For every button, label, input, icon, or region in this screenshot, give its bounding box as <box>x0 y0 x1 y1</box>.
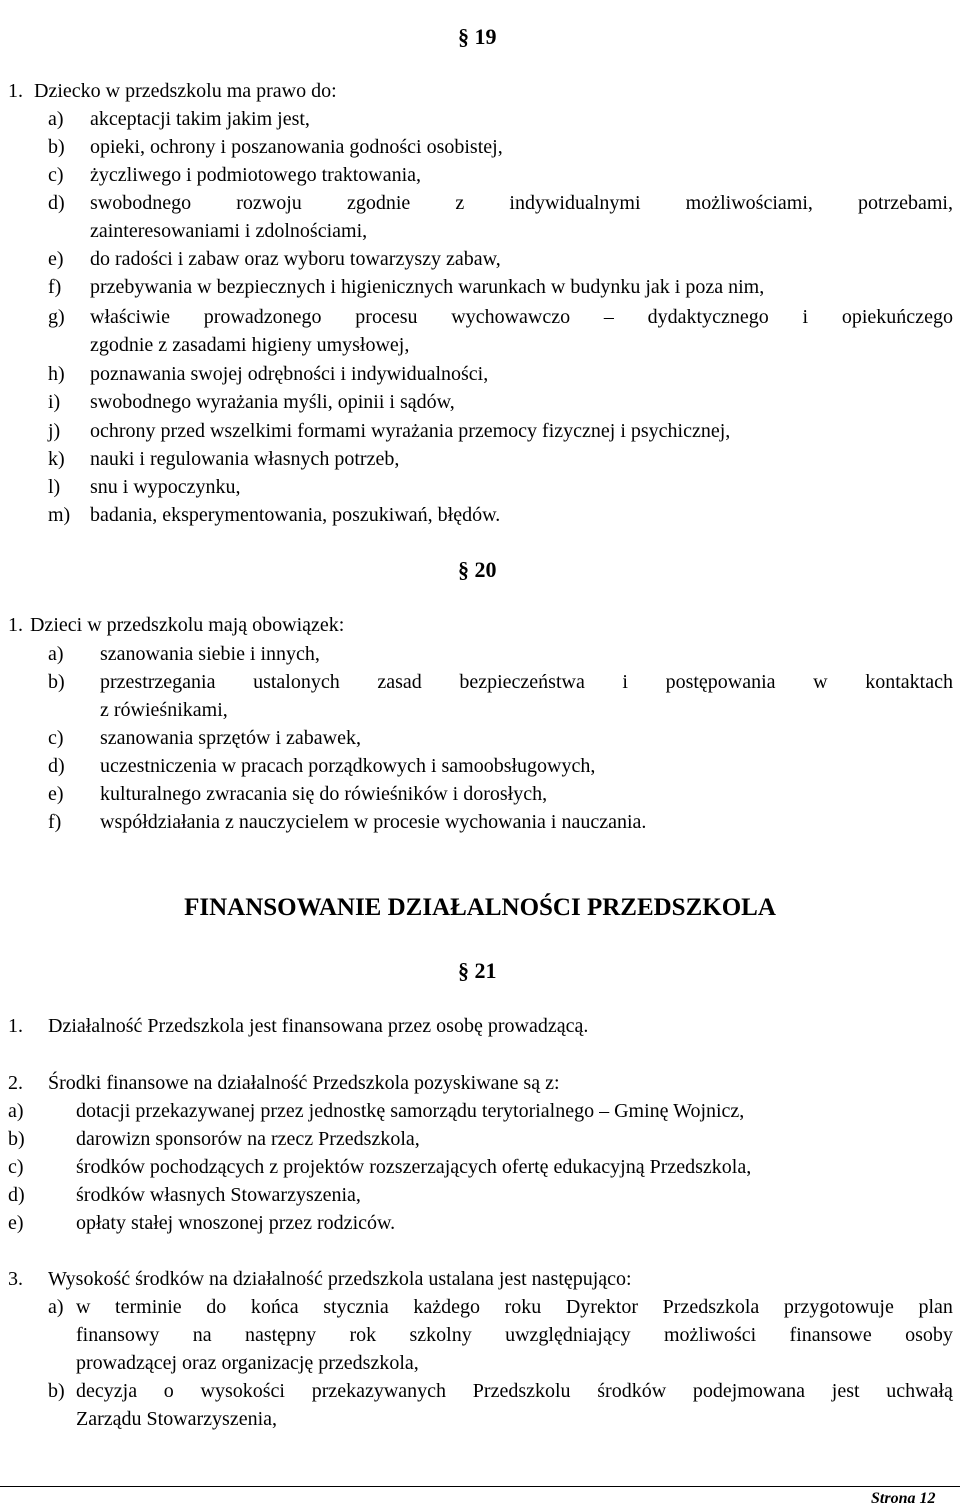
list-item: życzliwego i podmiotowego traktowania, <box>90 164 422 186</box>
list-item: przebywania w bezpiecznych i higienicznych warunkach w budynku jak i poza nim, <box>90 276 765 298</box>
list-label: l) <box>48 476 61 498</box>
word: z <box>455 192 465 214</box>
list-item: współdziałania z nauczycielem w procesie wychowania i nauczania. <box>100 811 647 833</box>
footer-rule <box>0 1486 960 1487</box>
list-label: k) <box>48 448 65 470</box>
list-label: a) <box>48 108 64 130</box>
word: końca <box>250 1296 299 1318</box>
list-item-continuation: Zarządu Stowarzyszenia, <box>76 1408 278 1430</box>
list-label: m) <box>48 504 71 526</box>
paragraph-mark-19: § 19 <box>458 24 497 49</box>
list-label: d) <box>8 1184 25 1206</box>
word: – <box>603 306 614 328</box>
section-heading: FINANSOWANIE DZIAŁALNOŚCI PRZEDSZKOLA <box>184 894 776 921</box>
list-item: środków własnych Stowarzyszenia, <box>76 1184 361 1206</box>
sec21-p3-number: 3. <box>8 1268 23 1290</box>
list-label: j) <box>48 420 61 442</box>
list-item: ochrony przed wszelkimi formami wyrażania przemocy fizycznej i psychicznej, <box>90 420 731 442</box>
list-item-justified <box>76 1379 953 1403</box>
list-label: b) <box>48 136 65 158</box>
word: dydaktycznego <box>647 306 769 328</box>
list-label: b) <box>8 1128 25 1150</box>
word: szkolny <box>409 1324 472 1346</box>
word: finansowe <box>789 1324 872 1346</box>
list-item: swobodnego wyrażania myśli, opinii i sądów, <box>90 391 455 413</box>
word: bezpieczeństwa <box>459 671 585 693</box>
list-label: h) <box>48 363 65 385</box>
list-item-continuation: zgodnie z zasadami higieny umysłowej, <box>90 334 410 356</box>
list-label: c) <box>48 164 64 186</box>
word: rozwoju <box>236 192 302 214</box>
list-label: e) <box>8 1212 24 1234</box>
list-item-continuation: zainteresowaniami i zdolnościami, <box>90 220 368 242</box>
word: uchwałą <box>886 1380 953 1402</box>
list-label: a) <box>8 1100 24 1122</box>
word: uwzględniający <box>505 1324 631 1346</box>
list-item: darowizn sponsorów na rzecz Przedszkola, <box>76 1128 420 1150</box>
list-item: snu i wypoczynku, <box>90 476 241 498</box>
word: terminie <box>115 1296 182 1318</box>
word: stycznia <box>323 1296 389 1318</box>
word: wychowawczo <box>451 306 571 328</box>
word: możliwości <box>663 1324 757 1346</box>
word: swobodnego <box>90 192 192 214</box>
list-label: g) <box>48 306 65 328</box>
list-item: dotacji przekazywanej przez jednostkę samorządu terytorialnego – Gminę Wojnicz, <box>76 1100 745 1122</box>
list-item: środków pochodzących z projektów rozszerzających ofertę edukacyjną Przedszkola, <box>76 1156 752 1178</box>
list-item-continuation: z rówieśnikami, <box>100 699 228 721</box>
word: do <box>206 1296 227 1318</box>
list-item: kulturalnego zwracania się do rówieśników i dorosłych, <box>100 783 548 805</box>
list-item-justified <box>90 191 953 215</box>
list-item-justified <box>76 1295 953 1319</box>
sec21-p2-number: 2. <box>8 1072 23 1094</box>
list-item: opieki, ochrony i poszanowania godności osobistej, <box>90 136 503 158</box>
word: postępowania <box>665 671 776 693</box>
word: Dyrektor <box>565 1296 639 1318</box>
word: indywidualnymi <box>509 192 641 214</box>
list-item: nauki i regulowania własnych potrzeb, <box>90 448 400 470</box>
word: zasad <box>377 671 422 693</box>
word: przygotowuje <box>783 1296 894 1318</box>
word: zgodnie <box>346 192 411 214</box>
list-label: d) <box>48 192 65 214</box>
word: o <box>163 1380 174 1402</box>
paragraph-mark-20: § 20 <box>458 557 497 582</box>
sec21-p1-text: Działalność Przedszkola jest finansowana przez osobę prowadzącą. <box>48 1015 589 1037</box>
word: możliwościami, <box>685 192 813 214</box>
page-number: Strona 12 <box>871 1490 936 1507</box>
word: potrzebami, <box>858 192 953 214</box>
list-label: f) <box>48 276 62 298</box>
list-label: b) <box>48 1380 65 1402</box>
sec21-p1-number: 1. <box>8 1015 23 1037</box>
list-label: e) <box>48 783 64 805</box>
word: prowadzonego <box>203 306 322 328</box>
list-item: uczestniczenia w pracach porządkowych i samoobsługowych, <box>100 755 596 777</box>
word: Przedszkola <box>662 1296 760 1318</box>
list-label: c) <box>48 727 64 749</box>
word: finansowy <box>76 1324 160 1346</box>
word: procesu <box>355 306 418 328</box>
list-item-continuation: prowadzącej oraz organizację przedszkola, <box>76 1352 419 1374</box>
word: przestrzegania <box>100 671 216 693</box>
word: roku <box>504 1296 542 1318</box>
list-label: d) <box>48 755 65 777</box>
list-label: e) <box>48 248 64 270</box>
word: ustalonych <box>253 671 340 693</box>
list-label: a) <box>48 1296 64 1318</box>
list-item: szanowania siebie i innych, <box>100 643 320 665</box>
list-item-justified <box>100 670 953 694</box>
word: rok <box>349 1324 377 1346</box>
list-label: b) <box>48 671 65 693</box>
word: właściwie <box>90 306 170 328</box>
word: wysokości <box>200 1380 285 1402</box>
word: następny <box>244 1324 317 1346</box>
word: podejmowana <box>692 1380 806 1402</box>
word: osoby <box>905 1324 953 1346</box>
list-label: c) <box>8 1156 24 1178</box>
list-label: i) <box>48 391 61 413</box>
word: jest <box>831 1380 860 1402</box>
list-item: poznawania swojej odrębności i indywidualności, <box>90 363 489 385</box>
word: Przedszkolu <box>472 1380 571 1402</box>
word: i <box>802 306 809 328</box>
paragraph-mark-21: § 21 <box>458 958 497 983</box>
sec20-intro-text: Dzieci w przedszkolu mają obowiązek: <box>30 614 345 636</box>
list-item: szanowania sprzętów i zabawek, <box>100 727 361 749</box>
sec19-intro-number: 1. <box>8 80 23 102</box>
list-item: do radości i zabaw oraz wyboru towarzyszy zabaw, <box>90 248 501 270</box>
word: plan <box>918 1296 953 1318</box>
word: i <box>622 671 628 693</box>
list-label: a) <box>48 643 64 665</box>
word: decyzja <box>76 1380 138 1402</box>
word: opiekuńczego <box>841 306 953 328</box>
word: w <box>76 1296 91 1318</box>
word: przekazywanych <box>311 1380 447 1402</box>
list-item: opłaty stałej wnoszonej przez rodziców. <box>76 1212 396 1234</box>
sec21-p2-text: Środki finansowe na działalność Przedszkola pozyskiwane są z: <box>48 1072 560 1094</box>
list-item: akceptacji takim jakim jest, <box>90 108 310 130</box>
list-item-justified <box>90 305 953 329</box>
word: na <box>192 1324 212 1346</box>
list-item-justified <box>76 1323 953 1347</box>
word: każdego <box>413 1296 480 1318</box>
word: środków <box>597 1380 667 1402</box>
list-item: badania, eksperymentowania, poszukiwań, błędów. <box>90 504 501 526</box>
sec21-p3-text: Wysokość środków na działalność przedszkola ustalana jest następująco: <box>48 1268 632 1290</box>
word: kontaktach <box>865 671 953 693</box>
list-label: f) <box>48 811 62 833</box>
sec20-intro-number: 1. <box>8 614 23 636</box>
sec19-intro-text: Dziecko w przedszkolu ma prawo do: <box>34 80 337 102</box>
word: w <box>813 671 828 693</box>
